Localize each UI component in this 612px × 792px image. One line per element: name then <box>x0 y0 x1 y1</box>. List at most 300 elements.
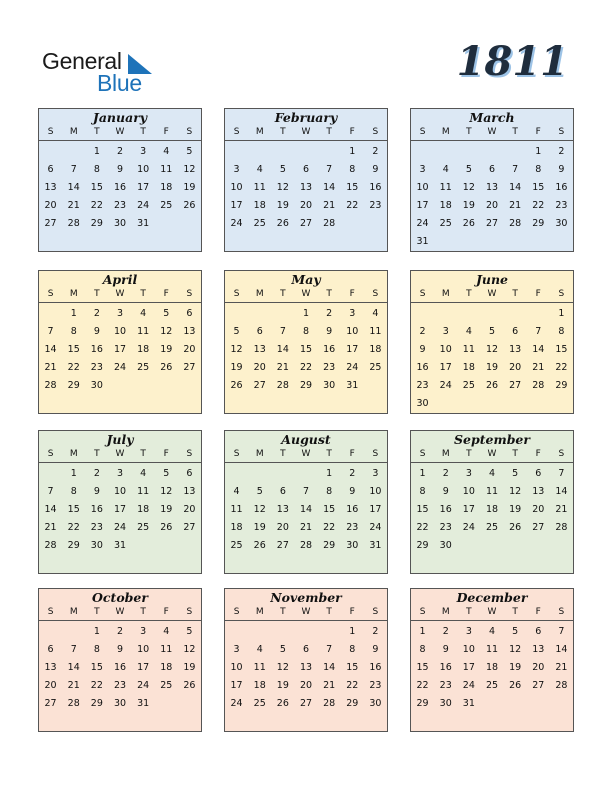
day-cell: 25 <box>160 200 173 211</box>
day-cell: 12 <box>462 182 475 193</box>
weekday-label: S <box>233 127 240 137</box>
weekday-label: T <box>140 127 146 137</box>
day-cell: 21 <box>299 522 313 533</box>
day-cell: 27 <box>183 522 196 533</box>
day-cell: 9 <box>326 326 333 337</box>
day-cell: 13 <box>253 344 266 355</box>
day-cell: 6 <box>302 164 310 175</box>
day-cell: 11 <box>439 182 452 193</box>
day-cell: 29 <box>90 218 103 229</box>
day-cell: 29 <box>532 218 545 229</box>
day-cell: 8 <box>558 326 565 337</box>
day-cell: 29 <box>90 698 103 709</box>
day-cell: 28 <box>44 540 57 551</box>
day-cell: 16 <box>346 504 359 515</box>
day-cell: 22 <box>67 362 80 373</box>
day-cell: 31 <box>113 540 127 551</box>
empty-cell <box>39 465 62 483</box>
day-cell: 5 <box>512 468 519 479</box>
day-cell: 20 <box>532 504 545 515</box>
month-name: October <box>92 590 148 605</box>
day-cell: 5 <box>233 326 240 337</box>
empty-cell <box>248 305 271 323</box>
day-cell: 3 <box>116 468 124 479</box>
day-cell: 8 <box>535 164 542 175</box>
day-cell: 26 <box>276 218 289 229</box>
day-cell: 11 <box>485 486 499 497</box>
day-cell: 19 <box>509 504 522 515</box>
weekday-label: T <box>326 607 332 617</box>
empty-cell <box>225 465 248 483</box>
day-cell: 17 <box>113 344 127 355</box>
day-cell: 23 <box>90 362 103 373</box>
weekday-label: T <box>466 127 472 137</box>
weekday-label: F <box>349 289 355 299</box>
weekday-label: F <box>163 127 169 137</box>
day-cell: 30 <box>323 380 336 391</box>
day-cell: 22 <box>90 200 103 211</box>
day-cell: 9 <box>442 486 449 497</box>
day-cell: 8 <box>349 644 356 655</box>
day-cell: 16 <box>323 344 336 355</box>
day-cell: 27 <box>44 698 57 709</box>
weekday-label: W <box>115 127 125 137</box>
day-cell: 30 <box>90 540 103 551</box>
empty-cell <box>457 305 480 323</box>
month-name: January <box>39 109 201 126</box>
day-cell: 15 <box>555 344 568 355</box>
day-cell: 24 <box>137 200 150 211</box>
month-march <box>410 108 574 252</box>
day-cell: 2 <box>349 468 356 479</box>
day-cell: 11 <box>137 486 150 497</box>
day-cell: 22 <box>323 522 336 533</box>
weekday-label: M <box>255 289 264 299</box>
day-cell: 25 <box>369 362 382 373</box>
day-cell: 16 <box>439 504 452 515</box>
month-october <box>38 588 202 732</box>
day-cell: 10 <box>346 326 359 337</box>
day-cell: 7 <box>47 326 54 337</box>
weekday-label: T <box>280 449 286 459</box>
day-cell: 28 <box>276 380 289 391</box>
empty-cell <box>457 143 480 161</box>
weekday-label: T <box>280 607 286 617</box>
day-cell: 29 <box>416 540 429 551</box>
day-cell: 20 <box>44 680 57 691</box>
weekday-label: S <box>47 289 54 299</box>
weekday-label: S <box>186 127 193 137</box>
day-cell: 10 <box>462 644 475 655</box>
day-grid <box>225 303 387 395</box>
day-cell: 22 <box>90 680 103 691</box>
day-cell: 5 <box>186 626 193 637</box>
day-grid <box>39 141 201 233</box>
day-cell: 24 <box>113 522 127 533</box>
weekday-label: S <box>372 289 379 299</box>
day-cell: 24 <box>113 362 127 373</box>
day-cell: 27 <box>509 380 522 391</box>
weekday-label: F <box>535 127 541 137</box>
month-name: May <box>291 272 321 287</box>
day-cell: 12 <box>253 504 266 515</box>
day-cell: 28 <box>67 698 80 709</box>
day-cell: 15 <box>416 504 429 515</box>
day-cell: 2 <box>419 326 426 337</box>
day-cell: 2 <box>326 308 333 319</box>
day-cell: 17 <box>416 200 429 211</box>
day-cell: 22 <box>299 362 313 373</box>
day-cell: 17 <box>137 662 150 673</box>
day-cell: 13 <box>509 344 522 355</box>
day-cell: 2 <box>442 626 449 637</box>
day-cell: 15 <box>67 504 80 515</box>
day-grid <box>39 621 201 713</box>
day-cell: 4 <box>256 644 263 655</box>
empty-cell <box>62 143 85 161</box>
day-grid <box>411 621 573 713</box>
day-cell: 6 <box>512 326 519 337</box>
day-cell: 22 <box>346 680 359 691</box>
day-cell: 19 <box>183 182 196 193</box>
day-cell: 24 <box>416 218 429 229</box>
day-cell: 11 <box>462 344 475 355</box>
year-title: 1811 <box>456 38 568 85</box>
day-cell: 18 <box>462 362 475 373</box>
day-cell: 24 <box>346 362 359 373</box>
day-cell: 18 <box>369 344 382 355</box>
day-cell: 7 <box>326 644 333 655</box>
empty-cell <box>294 623 317 641</box>
day-cell: 25 <box>137 362 150 373</box>
day-cell: 15 <box>323 504 336 515</box>
day-cell: 13 <box>299 182 313 193</box>
weekday-label: W <box>301 289 311 299</box>
day-cell: 24 <box>439 380 452 391</box>
day-cell: 23 <box>416 380 429 391</box>
weekday-label: T <box>140 449 146 459</box>
day-cell: 21 <box>276 362 289 373</box>
day-cell: 14 <box>44 344 57 355</box>
day-grid <box>225 463 387 555</box>
day-cell: 30 <box>369 698 382 709</box>
day-cell: 3 <box>233 644 240 655</box>
weekday-label: T <box>326 449 332 459</box>
weekday-label: S <box>186 449 193 459</box>
day-cell: 22 <box>416 522 429 533</box>
day-cell: 14 <box>67 182 80 193</box>
day-cell: 26 <box>276 698 289 709</box>
day-cell: 9 <box>116 164 124 175</box>
day-cell: 9 <box>349 486 356 497</box>
day-cell: 2 <box>116 146 124 157</box>
day-cell: 21 <box>67 680 80 691</box>
day-cell: 11 <box>160 644 173 655</box>
day-cell: 25 <box>462 380 475 391</box>
day-cell: 14 <box>555 644 568 655</box>
day-cell: 13 <box>276 504 289 515</box>
weekday-label: T <box>466 449 472 459</box>
day-cell: 12 <box>183 164 196 175</box>
day-cell: 8 <box>302 326 310 337</box>
weekday-label: F <box>349 127 355 137</box>
day-cell: 16 <box>113 662 127 673</box>
day-cell: 9 <box>372 164 379 175</box>
weekday-label: S <box>419 607 426 617</box>
day-grid <box>411 303 573 413</box>
month-name: August <box>281 432 331 447</box>
day-cell: 31 <box>416 236 429 247</box>
day-cell: 29 <box>323 540 336 551</box>
day-cell: 17 <box>369 504 382 515</box>
weekday-label: W <box>487 127 497 137</box>
day-cell: 12 <box>276 182 289 193</box>
logo-word-blue: Blue <box>97 70 142 96</box>
weekday-label: S <box>419 449 426 459</box>
weekday-label: S <box>372 607 379 617</box>
month-february <box>224 108 388 252</box>
weekday-label: M <box>441 127 450 137</box>
day-cell: 14 <box>44 504 57 515</box>
day-cell: 8 <box>70 486 77 497</box>
day-cell: 23 <box>369 680 382 691</box>
day-cell: 30 <box>555 218 568 229</box>
day-cell: 5 <box>279 164 286 175</box>
day-cell: 9 <box>558 164 565 175</box>
empty-cell <box>504 305 527 323</box>
weekday-header <box>225 288 387 303</box>
day-cell: 2 <box>116 626 124 637</box>
day-cell: 10 <box>113 326 127 337</box>
day-cell: 26 <box>253 540 266 551</box>
day-cell: 1 <box>419 468 426 479</box>
day-cell: 19 <box>276 200 289 211</box>
weekday-header <box>411 126 573 141</box>
day-cell: 25 <box>160 680 173 691</box>
day-cell: 11 <box>160 164 173 175</box>
day-cell: 7 <box>326 164 333 175</box>
day-cell: 4 <box>140 308 147 319</box>
day-cell: 1 <box>302 308 310 319</box>
day-cell: 12 <box>509 644 522 655</box>
day-cell: 20 <box>485 200 499 211</box>
day-cell: 27 <box>532 522 545 533</box>
weekday-label: M <box>69 127 78 137</box>
weekday-label: F <box>163 607 169 617</box>
day-cell: 3 <box>372 468 379 479</box>
day-cell: 13 <box>183 486 196 497</box>
day-cell: 4 <box>163 626 170 637</box>
empty-cell <box>62 623 85 641</box>
day-cell: 27 <box>299 218 313 229</box>
day-cell: 7 <box>70 164 77 175</box>
day-cell: 11 <box>485 644 499 655</box>
day-cell: 4 <box>372 308 379 319</box>
day-cell: 6 <box>302 644 310 655</box>
day-cell: 14 <box>276 344 289 355</box>
day-cell: 15 <box>299 344 313 355</box>
day-cell: 19 <box>183 662 196 673</box>
weekday-label: S <box>419 127 426 137</box>
day-cell: 17 <box>462 662 475 673</box>
day-cell: 11 <box>253 662 266 673</box>
day-cell: 10 <box>230 182 243 193</box>
day-cell: 27 <box>485 218 499 229</box>
empty-cell <box>271 143 294 161</box>
day-cell: 4 <box>488 626 496 637</box>
empty-cell <box>318 143 341 161</box>
day-cell: 26 <box>230 380 243 391</box>
day-cell: 5 <box>512 626 519 637</box>
month-january <box>38 108 202 252</box>
day-cell: 29 <box>555 380 568 391</box>
day-cell: 29 <box>67 380 80 391</box>
day-cell: 9 <box>419 344 426 355</box>
empty-cell <box>248 143 271 161</box>
weekday-label: W <box>487 607 497 617</box>
day-cell: 28 <box>509 218 522 229</box>
day-cell: 21 <box>532 362 545 373</box>
day-cell: 1 <box>535 146 542 157</box>
day-cell: 4 <box>140 468 147 479</box>
day-cell: 15 <box>346 662 359 673</box>
day-cell: 22 <box>67 522 80 533</box>
day-cell: 24 <box>230 218 243 229</box>
day-cell: 23 <box>439 680 452 691</box>
day-cell: 30 <box>90 380 103 391</box>
day-cell: 6 <box>256 326 263 337</box>
day-cell: 26 <box>160 362 173 373</box>
day-cell: 21 <box>67 200 80 211</box>
weekday-label: M <box>69 449 78 459</box>
day-cell: 14 <box>323 182 336 193</box>
day-cell: 10 <box>416 182 429 193</box>
day-cell: 28 <box>44 380 57 391</box>
day-cell: 4 <box>488 468 496 479</box>
day-cell: 20 <box>253 362 266 373</box>
day-cell: 29 <box>67 540 80 551</box>
month-name: September <box>454 432 530 447</box>
day-cell: 28 <box>555 680 568 691</box>
day-cell: 18 <box>160 662 173 673</box>
day-cell: 7 <box>558 468 565 479</box>
day-cell: 8 <box>70 326 77 337</box>
day-cell: 23 <box>90 522 103 533</box>
weekday-label: W <box>115 449 125 459</box>
weekday-label: T <box>94 607 100 617</box>
day-cell: 21 <box>44 362 57 373</box>
day-cell: 4 <box>442 164 449 175</box>
day-cell: 23 <box>346 522 359 533</box>
day-cell: 1 <box>349 626 356 637</box>
day-cell: 22 <box>532 200 545 211</box>
day-cell: 5 <box>465 164 472 175</box>
weekday-label: T <box>280 289 286 299</box>
weekday-label: W <box>301 449 311 459</box>
weekday-label: M <box>69 607 78 617</box>
month-name: June <box>475 272 509 287</box>
day-cell: 19 <box>160 344 173 355</box>
day-cell: 13 <box>299 662 313 673</box>
weekday-header <box>225 606 387 621</box>
day-cell: 17 <box>230 680 243 691</box>
weekday-header <box>39 288 201 303</box>
day-cell: 7 <box>558 626 565 637</box>
empty-cell <box>271 465 294 483</box>
weekday-label: T <box>94 449 100 459</box>
day-cell: 4 <box>256 164 263 175</box>
day-cell: 9 <box>372 644 379 655</box>
weekday-label: T <box>512 127 518 137</box>
day-cell: 14 <box>299 504 313 515</box>
weekday-label: M <box>255 607 264 617</box>
day-cell: 4 <box>233 486 240 497</box>
day-cell: 17 <box>346 344 359 355</box>
day-cell: 3 <box>140 146 147 157</box>
weekday-header <box>411 606 573 621</box>
day-cell: 14 <box>67 662 80 673</box>
day-cell: 2 <box>558 146 565 157</box>
day-cell: 28 <box>299 540 313 551</box>
weekday-label: T <box>280 127 286 137</box>
weekday-label: M <box>441 449 450 459</box>
day-cell: 13 <box>44 182 57 193</box>
day-cell: 19 <box>509 662 522 673</box>
day-grid <box>411 141 573 251</box>
day-cell: 6 <box>186 468 193 479</box>
day-cell: 1 <box>349 146 356 157</box>
weekday-label: S <box>233 289 240 299</box>
month-july <box>38 430 202 574</box>
day-cell: 31 <box>137 218 150 229</box>
day-cell: 19 <box>160 504 173 515</box>
empty-cell <box>434 143 457 161</box>
day-cell: 21 <box>509 200 522 211</box>
day-cell: 17 <box>439 362 452 373</box>
day-cell: 22 <box>416 680 429 691</box>
empty-cell <box>434 305 457 323</box>
weekday-label: M <box>441 289 450 299</box>
logo-word-general: General <box>42 48 122 74</box>
day-cell: 1 <box>93 146 100 157</box>
day-cell: 1 <box>419 626 426 637</box>
day-cell: 23 <box>555 200 568 211</box>
day-cell: 26 <box>462 218 475 229</box>
weekday-label: F <box>535 289 541 299</box>
day-cell: 21 <box>555 662 568 673</box>
day-cell: 16 <box>369 662 382 673</box>
weekday-label: W <box>115 289 125 299</box>
day-cell: 30 <box>113 698 127 709</box>
weekday-label: S <box>558 449 565 459</box>
weekday-label: S <box>558 607 565 617</box>
day-cell: 20 <box>44 200 57 211</box>
weekday-label: F <box>535 607 541 617</box>
day-cell: 16 <box>416 362 429 373</box>
empty-cell <box>271 305 294 323</box>
day-cell: 4 <box>465 326 472 337</box>
day-cell: 25 <box>485 680 499 691</box>
weekday-label: F <box>163 289 169 299</box>
weekday-header <box>39 126 201 141</box>
weekday-label: W <box>301 127 311 137</box>
day-cell: 23 <box>439 522 452 533</box>
day-cell: 17 <box>137 182 150 193</box>
day-cell: 2 <box>372 146 379 157</box>
weekday-label: S <box>233 449 240 459</box>
weekday-label: S <box>372 449 379 459</box>
day-cell: 25 <box>253 698 266 709</box>
